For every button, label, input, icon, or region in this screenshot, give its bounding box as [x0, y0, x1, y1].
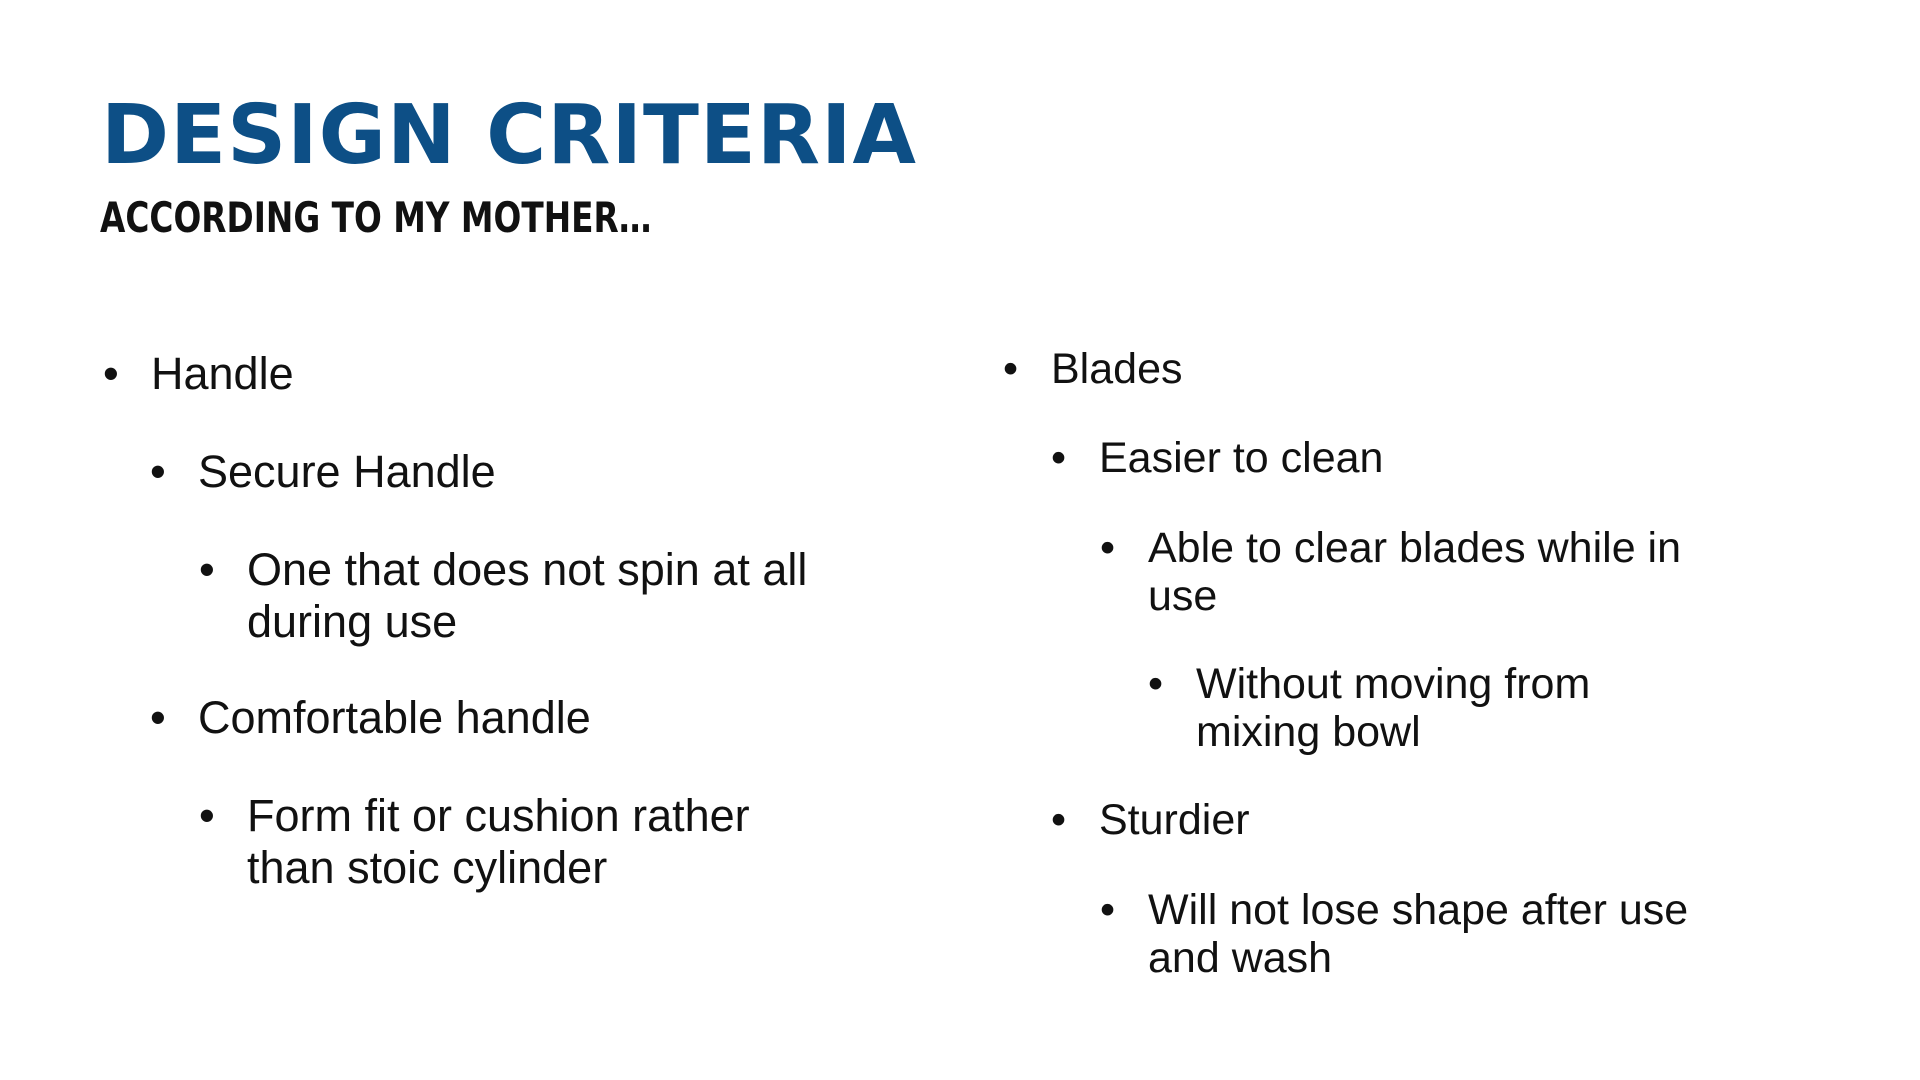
bullet-dot: • — [1051, 434, 1067, 482]
bullet-dot: • — [150, 692, 166, 743]
bullet-dot: • — [1100, 524, 1116, 572]
bullet-dot: • — [1051, 796, 1067, 844]
bullet-text: Easier to clean — [1099, 434, 1384, 482]
bullet-item — [199, 790, 829, 894]
bullet-item — [1003, 345, 1703, 393]
bullet-item — [150, 692, 750, 744]
bullet-dot: • — [1003, 345, 1019, 393]
bullet-text: Will not lose shape after use and wash — [1148, 886, 1689, 982]
bullet-dot: • — [1100, 886, 1116, 934]
bullet-text: Secure Handle — [198, 446, 496, 497]
bullet-dot: • — [1148, 660, 1164, 708]
slide-title: DESIGN CRITERIA — [101, 88, 918, 183]
bullet-text: Without moving from mixing bowl — [1196, 660, 1591, 756]
bullet-dot: • — [199, 544, 215, 595]
bullet-item — [1148, 660, 1668, 756]
bullet-dot: • — [199, 790, 215, 841]
bullet-dot: • — [150, 446, 166, 497]
bullet-item — [1051, 434, 1751, 482]
bullet-item — [1100, 886, 1730, 982]
bullet-text: One that does not spin at all during use — [247, 544, 808, 647]
slide-subtitle: ACCORDING TO MY MOTHER… — [100, 193, 652, 242]
bullet-item — [1100, 524, 1730, 620]
bullet-text: Able to clear blades while in use — [1148, 524, 1682, 620]
bullet-item — [103, 348, 703, 400]
bullet-text: Form fit or cushion rather than stoic cylinder — [247, 790, 750, 893]
bullet-text: Sturdier — [1099, 796, 1250, 844]
bullet-text: Blades — [1051, 345, 1183, 393]
bullet-item — [199, 544, 829, 648]
bullet-text: Handle — [151, 348, 294, 399]
bullet-item — [1051, 796, 1751, 844]
bullet-text: Comfortable handle — [198, 692, 591, 743]
bullet-dot: • — [103, 348, 119, 399]
bullet-item — [150, 446, 750, 498]
